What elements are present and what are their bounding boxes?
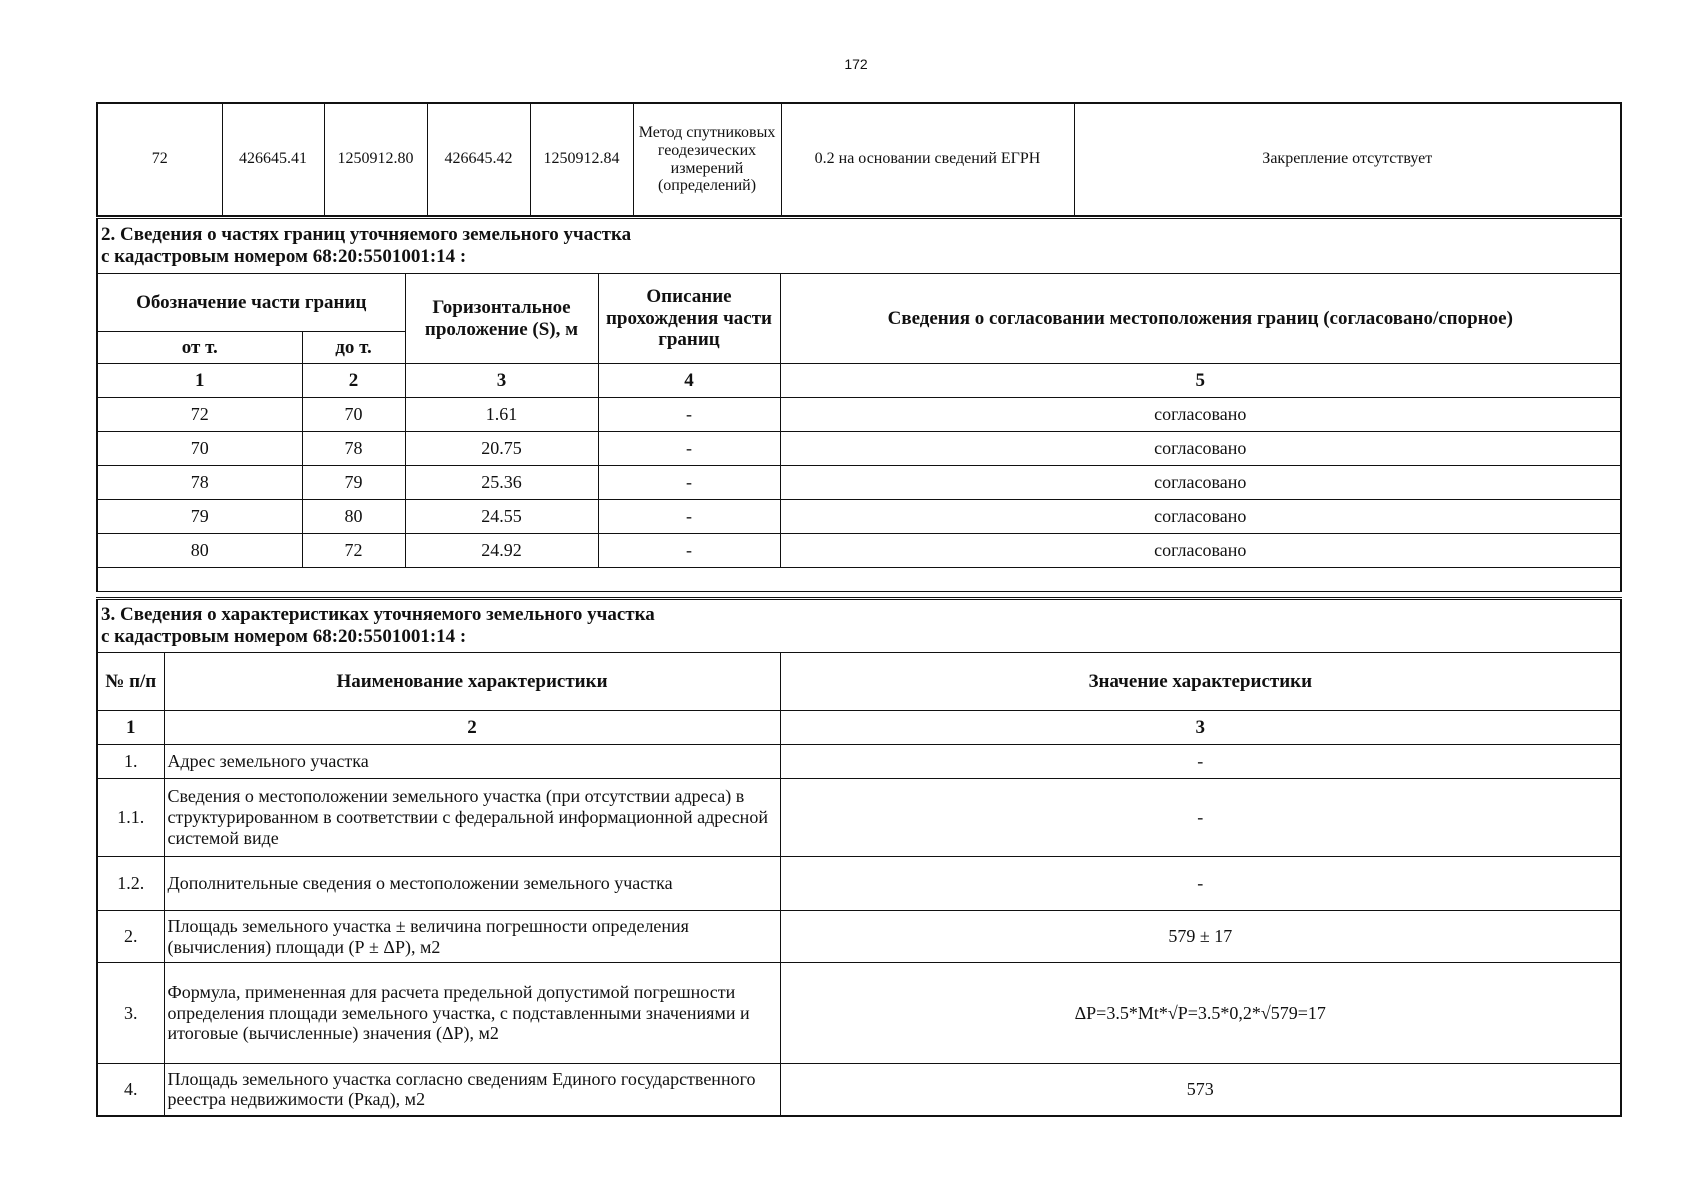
to-point: 79 bbox=[302, 466, 405, 500]
header-name: Наименование характеристики bbox=[164, 653, 780, 711]
table-row bbox=[97, 1064, 1621, 1116]
column-number: 2 bbox=[164, 711, 780, 745]
horizontal-distance: 1.61 bbox=[405, 398, 598, 432]
header-agreement: Сведения о согласовании местоположения границ (согласовано/спорное) bbox=[780, 274, 1621, 364]
column-number: 4 bbox=[598, 364, 780, 398]
to-point: 78 bbox=[302, 432, 405, 466]
from-point: 72 bbox=[97, 398, 302, 432]
header-from: от т. bbox=[97, 332, 302, 364]
row-number: 1.2. bbox=[97, 857, 164, 911]
table-row bbox=[97, 432, 1621, 466]
horizontal-distance: 24.92 bbox=[405, 534, 598, 568]
table-row bbox=[97, 466, 1621, 500]
horizontal-distance: 20.75 bbox=[405, 432, 598, 466]
characteristic-name: Площадь земельного участка ± величина погрешности определения (вычисления) площади (Р ± ΔР), м2 bbox=[164, 911, 780, 963]
from-point: 79 bbox=[97, 500, 302, 534]
horizontal-distance: 25.36 bbox=[405, 466, 598, 500]
characteristic-name: Сведения о местоположении земельного участка (при отсутствии адреса) в структурированном в соответствии с федеральной информационной адресной системой виде bbox=[164, 779, 780, 857]
characteristic-value: ΔР=3.5*Mt*√Р=3.5*0,2*√579=17 bbox=[780, 963, 1621, 1064]
characteristic-name: Дополнительные сведения о местоположении земельного участка bbox=[164, 857, 780, 911]
agreement-status: согласовано bbox=[780, 500, 1621, 534]
column-number: 5 bbox=[780, 364, 1621, 398]
characteristic-value: 579 ± 17 bbox=[780, 911, 1621, 963]
method-cell: Метод спутниковых геодезических измерений (определений) bbox=[633, 103, 781, 216]
column-number: 3 bbox=[405, 364, 598, 398]
empty-cell bbox=[97, 568, 1621, 592]
agreement-status: согласовано bbox=[780, 398, 1621, 432]
horizontal-distance: 24.55 bbox=[405, 500, 598, 534]
row-number: 1. bbox=[97, 745, 164, 779]
section2-title-line1: 2. Сведения о частях границ уточняемого земельного участка bbox=[101, 224, 632, 246]
header-to: до т. bbox=[302, 332, 405, 364]
agreement-status: согласовано bbox=[780, 466, 1621, 500]
column-number: 2 bbox=[302, 364, 405, 398]
row-number: 3. bbox=[97, 963, 164, 1064]
characteristic-value: - bbox=[780, 745, 1621, 779]
y-old: 1250912.80 bbox=[324, 103, 427, 216]
description: - bbox=[598, 466, 780, 500]
to-point: 80 bbox=[302, 500, 405, 534]
page-number: 172 bbox=[844, 56, 868, 72]
section3-title-line1: 3. Сведения о характеристиках уточняемого земельного участка bbox=[101, 604, 655, 626]
row-number: 4. bbox=[97, 1064, 164, 1116]
row-number: 1.1. bbox=[97, 779, 164, 857]
description: - bbox=[598, 398, 780, 432]
x-new: 426645.42 bbox=[427, 103, 530, 216]
table-row bbox=[97, 534, 1621, 568]
characteristic-name: Формула, примененная для расчета предельной допустимой погрешности определения площади земельного участка, с подставленными значениями и итоговые (вычисленные) значения (ΔР), м2 bbox=[164, 963, 780, 1064]
y-new: 1250912.84 bbox=[530, 103, 633, 216]
coordinates-row bbox=[97, 103, 1621, 216]
table-row bbox=[97, 911, 1621, 963]
column-number: 1 bbox=[97, 711, 164, 745]
table-row bbox=[97, 857, 1621, 911]
section3-title bbox=[97, 599, 1621, 653]
characteristic-value: - bbox=[780, 857, 1621, 911]
characteristic-name: Площадь земельного участка согласно сведениям Единого государственного реестра недвижимости (Ркад), м2 bbox=[164, 1064, 780, 1116]
column-numbers-row bbox=[97, 364, 1621, 398]
to-point: 72 bbox=[302, 534, 405, 568]
from-point: 78 bbox=[97, 466, 302, 500]
header-description: Описание прохождения части границ bbox=[598, 274, 780, 364]
description: - bbox=[598, 534, 780, 568]
column-number: 1 bbox=[97, 364, 302, 398]
table-row bbox=[97, 963, 1621, 1064]
description: - bbox=[598, 500, 780, 534]
header-horizontal: Горизонтальное проложение (S), м bbox=[405, 274, 598, 364]
section2-title-line2: с кадастровым номером 68:20:5501001:14 : bbox=[101, 246, 467, 267]
to-point: 70 bbox=[302, 398, 405, 432]
column-number: 3 bbox=[780, 711, 1621, 745]
header-value: Значение характеристики bbox=[780, 653, 1621, 711]
section3-title-line2: с кадастровым номером 68:20:5501001:14 : bbox=[101, 626, 467, 647]
from-point: 70 bbox=[97, 432, 302, 466]
accuracy-cell: 0.2 на основании сведений ЕГРН bbox=[781, 103, 1074, 216]
x-old: 426645.41 bbox=[222, 103, 324, 216]
header-num: № п/п bbox=[97, 653, 164, 711]
characteristics-table bbox=[96, 597, 1622, 1117]
characteristic-value: - bbox=[780, 779, 1621, 857]
empty-row bbox=[97, 568, 1621, 592]
point-name: 72 bbox=[97, 103, 222, 216]
agreement-status: согласовано bbox=[780, 432, 1621, 466]
agreement-status: согласовано bbox=[780, 534, 1621, 568]
coordinates-table bbox=[96, 102, 1622, 217]
table-row bbox=[97, 398, 1621, 432]
section2-title bbox=[97, 219, 1621, 274]
description: - bbox=[598, 432, 780, 466]
table-row bbox=[97, 779, 1621, 857]
from-point: 80 bbox=[97, 534, 302, 568]
header-part-designation: Обозначение части границ bbox=[97, 274, 405, 332]
characteristic-value: 573 bbox=[780, 1064, 1621, 1116]
characteristic-name: Адрес земельного участка bbox=[164, 745, 780, 779]
table-row bbox=[97, 500, 1621, 534]
row-number: 2. bbox=[97, 911, 164, 963]
column-numbers-row bbox=[97, 711, 1621, 745]
fixing-cell: Закрепление отсутствует bbox=[1074, 103, 1621, 216]
table-row bbox=[97, 745, 1621, 779]
boundary-parts-table bbox=[96, 218, 1622, 592]
